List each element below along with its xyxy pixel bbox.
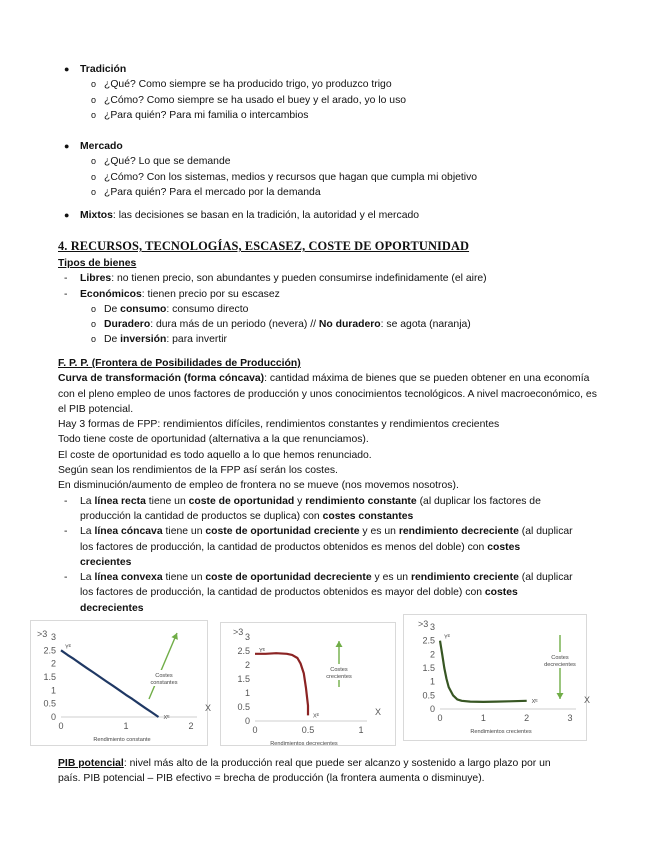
pib-term: PIB potencial [58,758,124,769]
y-axis-label: >3 [37,629,48,639]
list-item: ¿Qué? Lo que se demande [104,156,231,168]
chart-increasing [403,614,591,741]
fpp-definition: Curva de transformación (forma cóncava): cantidad máxima de bienes que se pueden obtener en una economía con el pleno empleo de unos factores de producción y unos conocimientos tecnológicos. A nivel macroeconómico, es el PIB potencial. [58,373,597,415]
y-axis-label: >3 [233,627,244,637]
text-economicos: : tienen precio por su escasez [141,288,280,300]
chart-title: Rendimientos decrecientes [270,741,338,747]
circle-bullet-icon: o [91,186,97,197]
mixtos-title: Mixtos [80,210,113,221]
x-tick-label: 0 [252,725,258,735]
arrow-label: Costes [330,667,348,673]
series-end-label: Xᴱ [313,713,320,720]
fpp-line: Según sean los rendimientos de la FPP así serán los costes. [58,465,338,477]
convexa-item: La línea convexa tiene un coste de oportunidad decreciente y es un rendimiento creciente (al duplicar [80,572,573,584]
circle-bullet-icon: o [91,303,97,314]
y-tick-label: 2.5 [43,645,56,656]
term-economicos: Económicos [80,288,142,300]
cost-arrow-line [149,633,177,699]
series-line [440,641,527,702]
y-tick-label: 1 [429,676,435,687]
bullet-icon: ● [64,64,70,74]
arrow-label: Costes [155,673,173,679]
circle-bullet-icon: o [91,319,97,330]
fpp-line: En disminución/aumento de empleo de frontera no se mueve (nos movemos nosotros). [58,480,459,492]
fpp-line: El coste de oportunidad es todo aquello a lo que hemos renunciado. [58,449,372,461]
circle-bullet-icon: o [91,94,97,105]
mixtos-text: : las decisiones se basan en la tradición, la autoridad y el mercado [112,210,420,221]
list-item: ¿Cómo? Con los sistemas, medios y recursos que hagan que cumpla mi objetivo [104,171,478,183]
y-tick-label: 1.5 [237,674,250,684]
y-tick-label: 0 [50,712,56,722]
circle-bullet-icon: o [91,334,97,345]
series-line [255,653,308,715]
chart-constant [30,620,212,746]
y-tick-label: 0.5 [237,702,250,712]
list-item: De consumo: consumo directo [104,303,249,315]
fpp-title: F. P. P. (Frontera de Posibilidades de Producción) [58,358,301,369]
section-heading: 4. RECURSOS, TECNOLOGÍAS, ESCASEZ, COSTE DE OPORTUNIDAD [58,239,470,253]
chart-decreasing [220,622,396,746]
y-tick-label: 0.5 [43,698,56,709]
x-tick-label: 2 [188,721,194,731]
y-tick-label: 0 [244,716,250,726]
y-tick-label: 0.5 [422,690,435,701]
circle-bullet-icon: o [91,156,97,167]
fpp-block: F. P. P. (Frontera de Posibilidades de Producción) Curva de transformación (forma cóncava): cantidad máxima de bienes que se pueden obtener en una economía con el pleno empleo de unos factores de producción y unos conocimientos tecnológicos. A nivel macroeconómico, es el PIB potencial. Hay 3 formas de FPP: rendimientos difíciles, rendimientos constantes y rendimientos crecientes Todo tiene coste de oportunidad (alternativa a la que renunciamos). El coste de oportunidad es todo aquello a lo que hemos renunciado. Según sean los rendimientos de la FPP así serán los costes. En disminución/aumento de empleo de frontera no se mueve (nos movemos nosotros). - La línea recta tiene un coste de oportunidad y rendimiento constante (al duplicar los factores de producción la cantidad de productos se duplica) con costes constantes - La línea cóncava tiene un coste de oportunidad creciente y es un rendimiento decreciente (al duplicar los factores de producción, la cantidad de productos obtenidos es menos del doble) con costes crecientes - La línea convexa tiene un coste de oportunidad decreciente y es un rendimiento creciente (al duplicar los factores de producción, la cantidad de productos obtenidos es mayor del doble) con costes decrecientes [58,358,597,614]
x-tick-label: 0 [58,721,64,731]
series-line [61,650,159,717]
cost-arrow-head [557,693,564,699]
x-tick-label: 2 [524,713,530,723]
y-tick-label: 3 [244,632,250,642]
series-start-label: Yᴱ [444,634,451,641]
list-item: ¿Para quién? Para mi familia o intercambios [104,109,309,121]
y-tick-label: 2 [244,660,250,670]
y-tick-label: 1 [244,688,250,698]
arrow-label: constantes [150,680,178,686]
x-tick-label: 0.5 [301,725,315,735]
y-tick-label: 2.5 [422,635,435,646]
circle-bullet-icon: o [91,171,97,182]
cost-arrow-head [336,641,343,647]
y-tick-label: 3 [429,622,435,632]
chart-title: Rendimientos crecientes [470,729,532,735]
fpp-line: Todo tiene coste de oportunidad (alternativa a la que renunciamos). [58,434,369,446]
term-libres: Libres [80,273,112,285]
mercado-title: Mercado [80,141,123,152]
recta-item: La línea recta tiene un coste de oportunidad y rendimiento constante (al duplicar los factores de [80,495,541,507]
tradicion-block [0,62,655,123]
y-tick-label: 1.5 [422,663,435,673]
y-tick-label: 1.5 [43,672,56,682]
x-tick-label: 3 [567,713,573,723]
y-tick-label: 2 [50,658,56,669]
y-tick-label: 2 [429,649,435,660]
pib-text: : nivel más alto de la producción real que puede ser alcanzo y sostenido a largo plazo por un [123,758,551,769]
x-tick-label: 1 [480,713,486,723]
mixtos-block [0,208,655,223]
series-end-label: Xᴱ [163,715,170,721]
x-tick-label: 1 [358,725,364,735]
x-axis-label: X [205,703,212,713]
pib-text: país. PIB potencial – PIB efectivo = brecha de producción (la frontera aumenta o disminuye). [58,773,485,785]
chart-title: Rendimiento constante [93,737,151,743]
list-item: De inversión: para invertir [104,334,228,346]
tradicion-title: Tradición [80,64,127,75]
subsection-title: Tipos de bienes [58,258,137,269]
tipos-bienes-block: Tipos de bienes - Libres: no tienen precio, son abundantes y pueden consumirse indefinidamente (el aire) - Económicos: tienen precio por su escasez o De consumo: consumo directo o Duradero: dura más de un periodo (nevera) // No duradero: se agota (naranja) o De inversión: para invertir [0,256,655,348]
circle-bullet-icon: o [91,109,97,120]
chart-increasing-svg [404,615,591,740]
chart-decreasing-svg [221,623,395,745]
y-tick-label: 0 [429,704,435,714]
y-tick-label: 1 [50,685,56,696]
x-tick-label: 1 [123,721,129,731]
y-tick-label: 2.5 [237,646,250,656]
bullet-icon: ● [64,141,70,151]
series-start-label: Yᴱ [259,647,266,654]
x-axis-label: X [375,707,382,717]
circle-bullet-icon: o [91,79,97,90]
chart-constant-svg [31,621,212,745]
arrow-label: decrecientes [544,662,576,668]
mercado-block [0,139,655,200]
arrow-label: crecientes [326,674,352,680]
list-item: ¿Cómo? Como siempre se ha usado el buey y el arado, yo lo uso [104,94,407,106]
text-libres: : no tienen precio, son abundantes y pueden consumirse indefinidamente (el aire) [111,273,487,285]
y-axis-label: >3 [418,619,429,629]
pib-block [0,756,655,787]
arrow-label: Costes [551,655,569,661]
section4-block [0,239,655,254]
x-tick-label: 0 [437,713,443,723]
list-item: Duradero: dura más de un periodo (nevera) // No duradero: se agota (naranja) [104,319,471,331]
series-end-label: Xᴱ [531,698,538,705]
concava-item: La línea cóncava tiene un coste de oportunidad creciente y es un rendimiento decreciente (al duplicar [80,526,573,538]
list-item: ¿Para quién? Para el mercado por la demanda [104,186,321,198]
list-item: ¿Qué? Como siempre se ha producido trigo, yo produzco trigo [104,79,392,91]
bullet-icon: ● [64,210,70,220]
y-tick-label: 3 [50,632,56,642]
fpp-line: Hay 3 formas de FPP: rendimientos difíciles, rendimientos constantes y rendimientos crecientes [58,419,500,431]
x-axis-label: X [584,695,591,705]
series-start-label: Yᴱ [65,644,72,651]
